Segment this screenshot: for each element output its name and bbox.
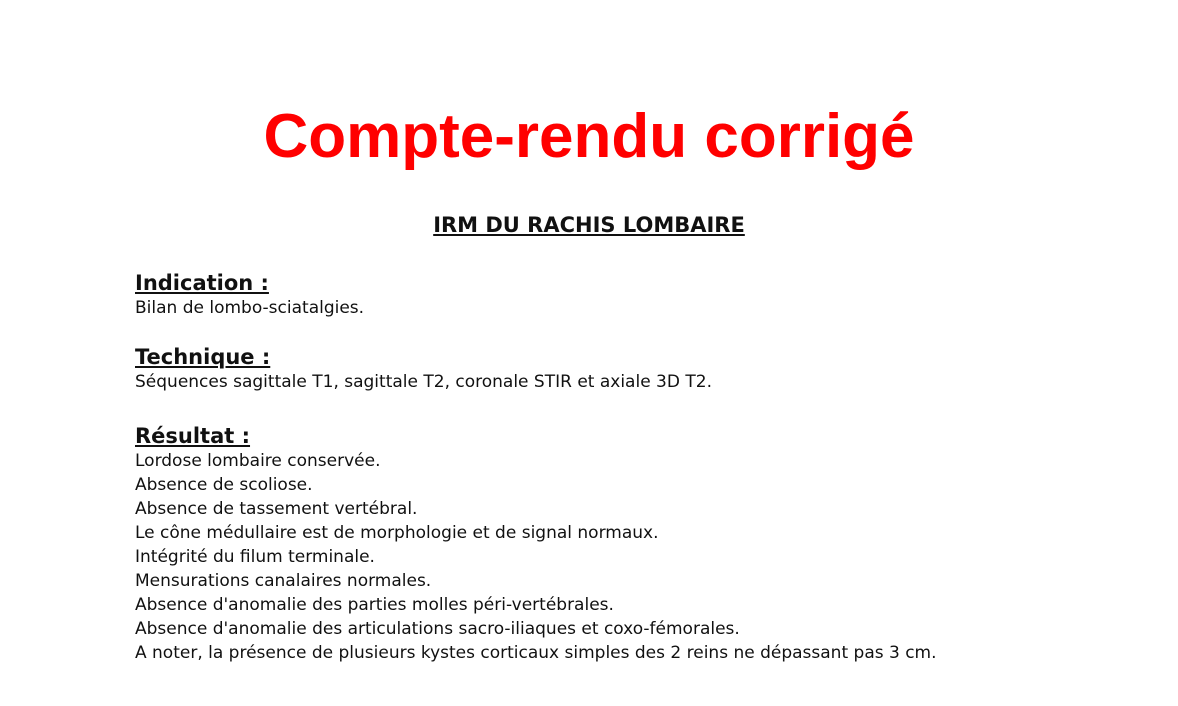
result-line: Absence d'anomalie des parties molles péri-vertébrales. — [135, 595, 614, 615]
result-line: Absence d'anomalie des articulations sacro-iliaques et coxo-fémorales. — [135, 619, 740, 639]
result-line: Absence de scoliose. — [135, 475, 313, 495]
exam-title: IRM DU RACHIS LOMBAIRE — [433, 213, 745, 237]
result-line: Le cône médullaire est de morphologie et de signal normaux. — [135, 523, 659, 543]
result-line: Absence de tassement vertébral. — [135, 499, 418, 519]
resultat-section — [135, 423, 1055, 665]
indication-text: Bilan de lombo-sciatalgies. — [135, 298, 365, 318]
indication-section — [135, 270, 1055, 320]
technique-section — [135, 344, 1055, 394]
result-line: A noter, la présence de plusieurs kystes corticaux simples des 2 reins ne dépassant pas 3 cm. — [135, 643, 937, 663]
technique-heading: Technique : — [135, 345, 271, 369]
resultat-heading: Résultat : — [135, 424, 251, 448]
result-line: Mensurations canalaires normales. — [135, 571, 432, 591]
technique-text: Séquences sagittale T1, sagittale T2, coronale STIR et axiale 3D T2. — [135, 372, 712, 392]
report-title: Compte-rendu corrigé — [263, 102, 915, 171]
result-line: Intégrité du filum terminale. — [135, 547, 375, 567]
result-line: Lordose lombaire conservée. — [135, 451, 381, 471]
indication-heading: Indication : — [135, 271, 269, 295]
